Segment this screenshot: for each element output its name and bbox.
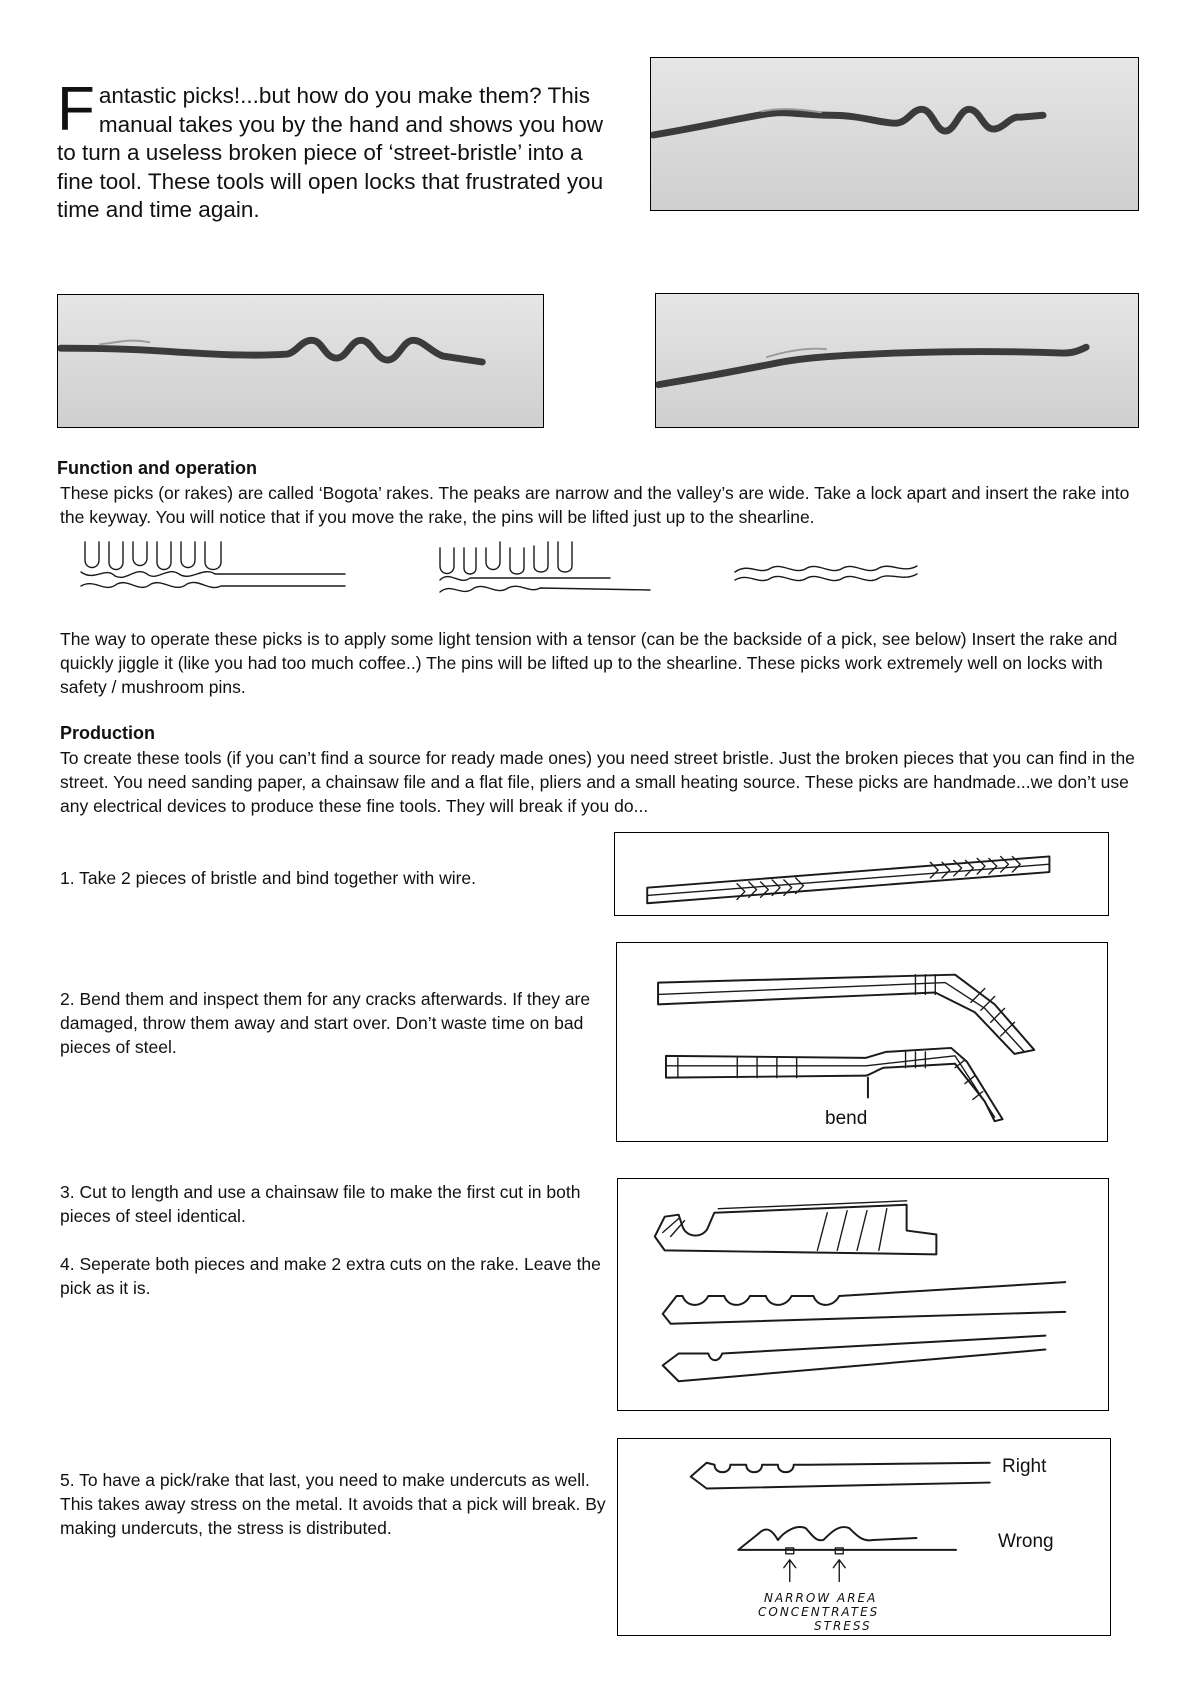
pin-sketch-1 [81, 542, 345, 588]
pin-lift-sketches [75, 538, 1005, 608]
photo-rake-top [650, 57, 1139, 211]
production-para: To create these tools (if you can’t find a source for ready made ones) you need street bristle. Just the broken pieces that you can find in the street. You need sanding paper, a chainsaw file and a flat file, pliers and a small heating source. These picks are handmade...we don’t use any electrical devices to produce these fine tools. They will break if you do... [60, 748, 1135, 816]
function-heading: Function and operation [57, 458, 257, 478]
step-1-sketch [614, 832, 1109, 916]
bend-label: bend [825, 1108, 868, 1129]
step-3-text: 3. Cut to length and use a chainsaw file to make the first cut in both pieces of steel identical. [60, 1182, 581, 1226]
wrong-label: Wrong [998, 1531, 1054, 1552]
step-1-text: 1. Take 2 pieces of bristle and bind together with wire. [60, 868, 477, 888]
pin-sketch-3 [735, 566, 917, 581]
stress-note-line-1: NARROW AREA [764, 1591, 878, 1605]
function-para-2: The way to operate these picks is to apply some light tension with a tensor (can be the backside of a pick, see below) Insert the rake and quickly jiggle it (like you had too much coffee..) The pins will be lifted up to the shearline. These picks work extremely well on locks with safety / mushroom pins. [60, 629, 1118, 697]
rake-photo-illustration-2 [58, 295, 543, 427]
photo-pick-side [655, 293, 1139, 428]
cut-pieces-sketch [618, 1179, 1108, 1410]
function-para-1: These picks (or rakes) are called ‘Bogota’ rakes. The peaks are narrow and the valley’s are wide. Take a lock apart and insert the rake into the keyway. You will notice that if you move the rake, the pins will be lifted just up to the shearline. [60, 483, 1130, 527]
production-heading: Production [60, 723, 155, 743]
step-4-text: 4. Seperate both pieces and make 2 extra cuts on the rake. Leave the pick as it is. [60, 1254, 601, 1298]
intro-paragraph [57, 75, 617, 225]
intro-text: antastic picks!...but how do you make them? This manual takes you by the hand and shows you how to turn a useless broken piece of ‘street-bristle’ into a fine tool. These tools will open locks that frustrated you time and time again. [57, 83, 604, 222]
right-label: Right [1002, 1456, 1047, 1477]
step-5-sketch [617, 1438, 1111, 1636]
stress-note-line-3: STRESS [814, 1619, 872, 1633]
photo-rake-side [57, 294, 544, 428]
bound-bristles-sketch [615, 833, 1108, 915]
drop-cap: F [57, 75, 95, 144]
step-2-text: 2. Bend them and inspect them for any cracks afterwards. If they are damaged, throw them away and start over. Don’t waste time on bad pieces of steel. [60, 989, 591, 1057]
pick-photo-illustration [656, 294, 1138, 427]
step-3-4-sketch [617, 1178, 1109, 1411]
pin-sketch-2 [440, 542, 650, 592]
step-5-text: 5. To have a pick/rake that last, you need to make undercuts as well. This takes away stress on the metal. It avoids that a pick will break. By making undercuts, the stress is distributed. [60, 1470, 606, 1538]
step-2-sketch [616, 942, 1108, 1142]
stress-note-line-2: CONCENTRATES [758, 1605, 880, 1619]
rake-photo-illustration [651, 58, 1138, 210]
